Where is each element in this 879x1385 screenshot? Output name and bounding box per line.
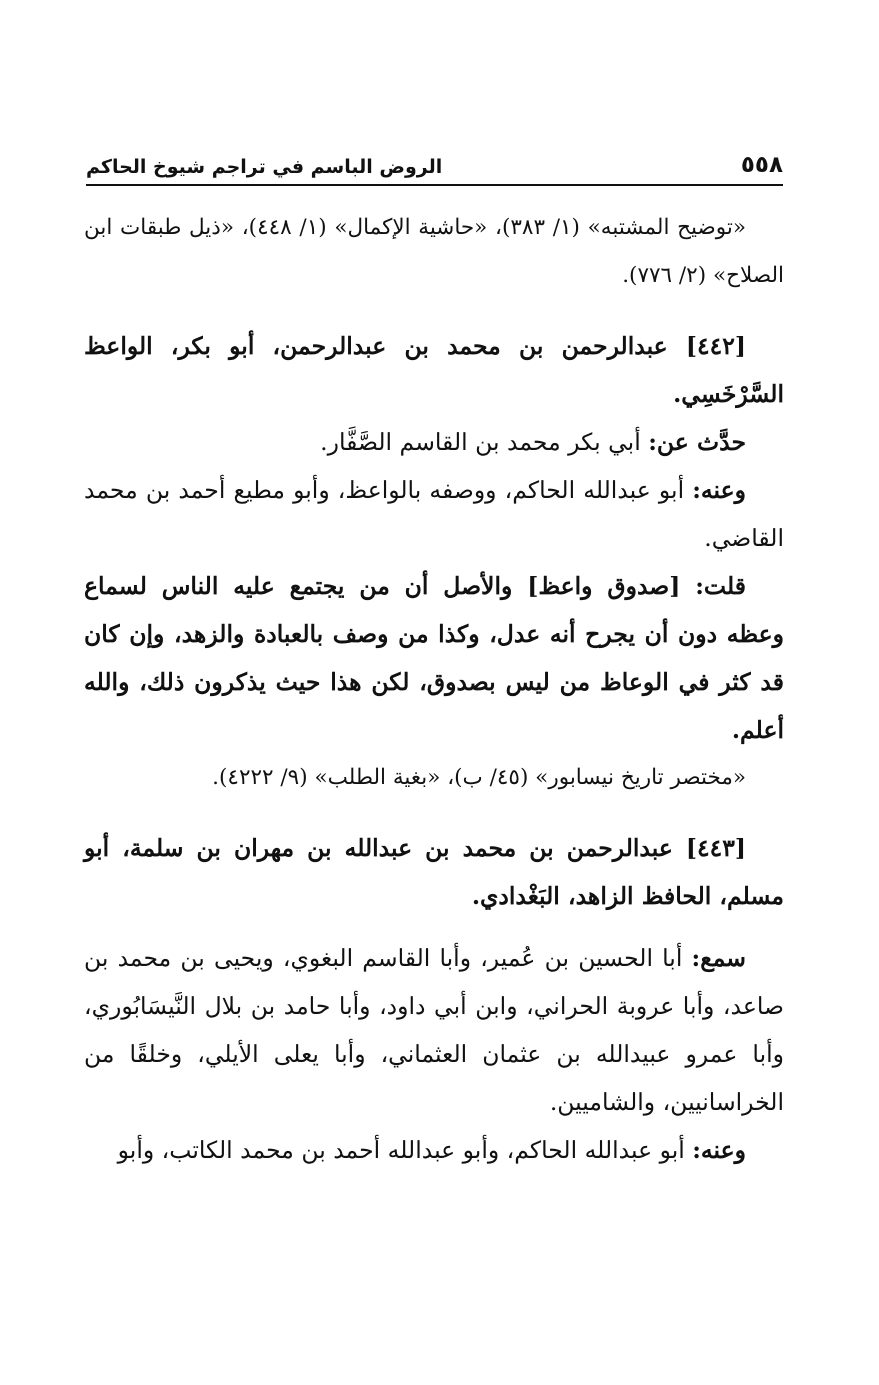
page-body bbox=[84, 204, 784, 1174]
page-number: ٥٥٨ bbox=[740, 152, 783, 178]
narrated-from-text: أبي بكر محمد بن القاسم الصَّفَّار. bbox=[320, 428, 649, 456]
narrators-paragraph bbox=[84, 466, 784, 562]
heard-from-paragraph bbox=[84, 934, 784, 1126]
narrated-from-label: حدَّث عن: bbox=[648, 428, 746, 456]
narrators-text-443: أبو عبدالله الحاكم، وأبو عبدالله أحمد بن محمد الكاتب، وأبو bbox=[117, 1136, 693, 1164]
references-paragraph-442: «مختصر تاريخ نيسابور» (٤٥/ ب)، «بغية الطلب» (٩/ ٤٢٢٢). bbox=[212, 765, 746, 790]
narrated-from-paragraph bbox=[84, 418, 784, 466]
author-note-paragraph: قلت: [صدوق واعظ] والأصل أن من يجتمع عليه الناس لسماع وعظه دون أن يجرح أنه عدل، وكذا من وصف بالعبادة والزهد، وإن كان قد كثر في الوعاظ من ليس بصدوق، لكن هذا حيث يذكرون ذلك، والله أعلم. bbox=[84, 572, 784, 744]
narrators-label: وعنه: bbox=[692, 476, 746, 504]
narrators-label-443: وعنه: bbox=[692, 1136, 746, 1164]
page-header bbox=[86, 146, 783, 186]
running-title: الروض الباسم في تراجم شيوخ الحاكم bbox=[86, 156, 443, 178]
narrators-text: أبو عبدالله الحاكم، ووصفه بالواعظ، وأبو مطيع أحمد بن محمد القاضي. bbox=[84, 476, 784, 552]
references-paragraph: «توضيح المشتبه» (١/ ٣٨٣)، «حاشية الإكمال» (١/ ٤٤٨)، «ذيل طبقات ابن الصلاح» (٢/ ٧٧٦). bbox=[84, 215, 784, 288]
narrators-paragraph-443 bbox=[84, 1126, 784, 1174]
entry-heading-443: [٤٤٣] عبدالرحمن بن محمد بن عبدالله بن مهران بن سلمة، أبو مسلم، الحافظ الزاهد، البَغْدادي. bbox=[84, 834, 784, 910]
heard-from-text: أبا الحسين بن عُمير، وأبا القاسم البغوي، ويحيى بن محمد بن صاعد، وأبا عروبة الحراني، وابن أبي داود، وأبا حامد بن بلال النَّيسَابُوري، وأبا عمرو عبيدالله بن عثمان العثماني، وأبا يعلى الأيلي، وخلقًا من الخراسانيين، والشاميين. bbox=[84, 944, 784, 1116]
heard-from-label: سمع: bbox=[691, 944, 746, 972]
entry-heading-442: [٤٤٢] عبدالرحمن بن محمد بن عبدالرحمن، أبو بكر، الواعظ السَّرْخَسِي. bbox=[84, 332, 784, 408]
